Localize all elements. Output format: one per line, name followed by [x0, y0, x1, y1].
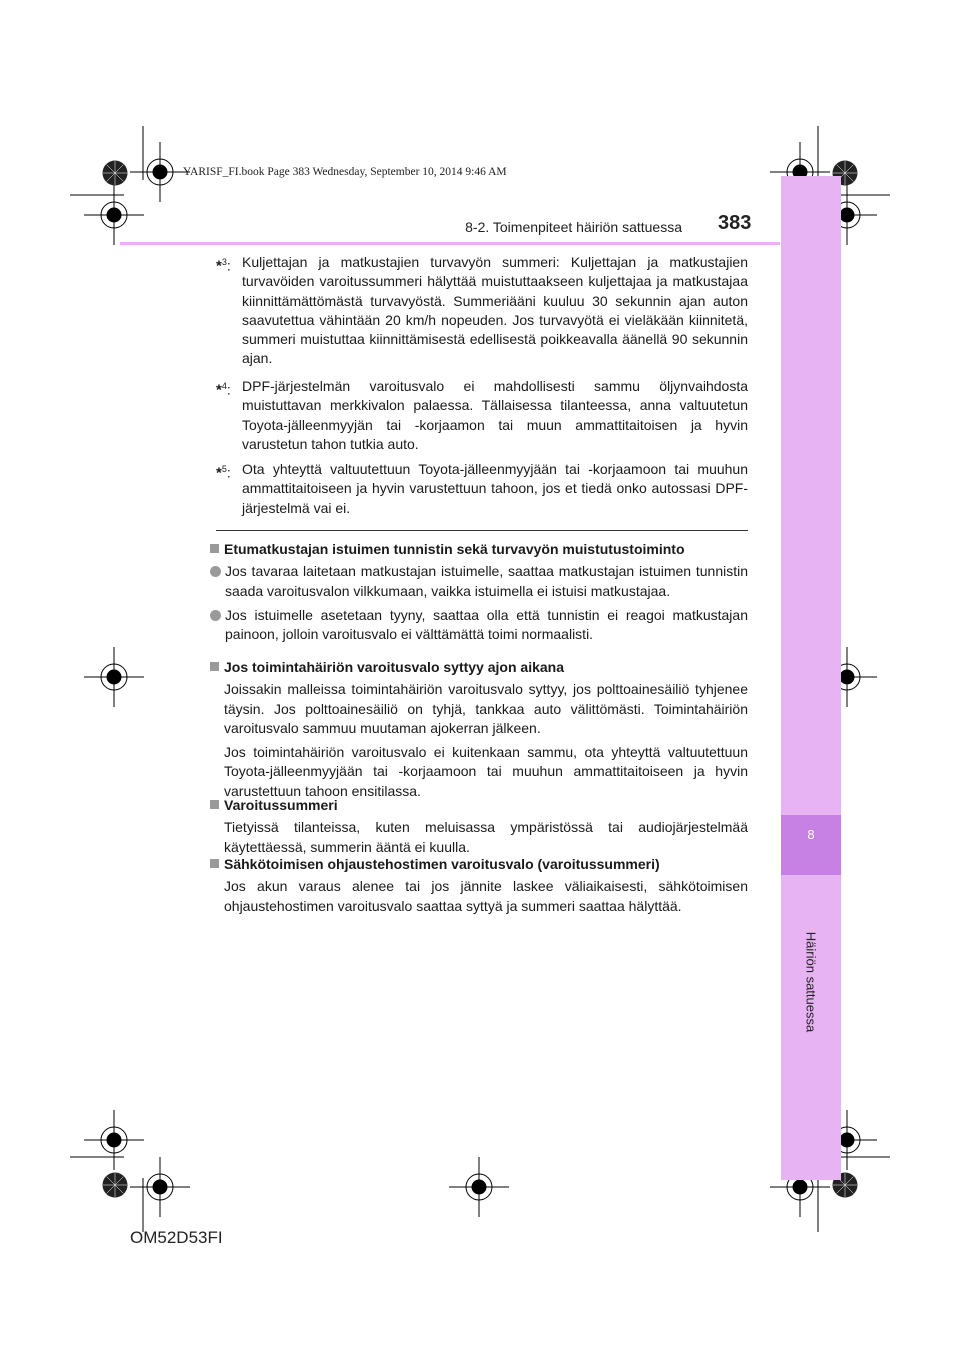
chapter-number: 8 — [807, 827, 815, 842]
page-number: 383 — [718, 212, 752, 234]
info-section — [210, 796, 748, 857]
section-divider — [216, 530, 748, 531]
section-paragraph: Jos toimintahäiriön varoitusvalo ei kuitenkaan sammu, ota yhteyttä valtuutettuun Toyota-jälleenmyyjään tai -korjaamoon tai muuhun ammattitaitoiseen ja hyvin varustettuun tahoon ensitilassa. — [224, 744, 748, 799]
corner-dial-bottom-left — [102, 1172, 128, 1198]
section-heading: Etumatkustajan istuimen tunnistin sekä turvavyön muistutustoiminto — [210, 540, 748, 559]
model-code: OM52D53FI — [130, 1228, 223, 1247]
info-section — [210, 540, 748, 644]
chapter-title: Häiriön sattuessa — [803, 931, 819, 1033]
section-paragraph: Tietyissä tilanteissa, kuten meluisassa ympäristössä tai audiojärjestelmää käytettäessä, summerin ääntä ei kuulla. — [224, 819, 748, 855]
footnote-marker: *$^4$: — [216, 381, 231, 399]
registration-mark-mid-left — [84, 647, 144, 707]
footnote-text: DPF-järjestelmän varoitusvalo ei mahdollisesti sammu öljynvaihdosta muistuttavan merkkivalon palaessa. Tällaisessa tilanteessa, anna valtuutetun Toyota-jälleenmyyjän tai -korjaamon tai muun ammattitaitoisen ja hyvin varustetun tahon tutkia auto. — [242, 378, 748, 452]
footnote — [216, 253, 748, 369]
section-heading: Varoitussummeri — [210, 796, 748, 815]
footnote-marker: *$^5$: — [216, 464, 231, 482]
footnote-text: Ota yhteyttä valtuutettuun Toyota-jälleenmyyjään tai -korjaamoon tai muuhun ammattitaitoiseen ja hyvin varustettuun tahoon, jos et tiedä onko autossasi DPF-järjestelmä vai ei. — [242, 461, 748, 516]
footnote-marker: *$^3$: — [216, 257, 231, 275]
corner-dial-top-left — [102, 160, 128, 186]
footnote-text: Kuljettajan ja matkustajien turvavyön summeri: Kuljettajan ja matkustajien turvavöiden varoitussummeri hälyttää muistuttaakseen kuljettajaa ja matkustajaa kiinnittämättömästä turvavyöstä. Summeriääni kuuluu 30 sekunnin ajan auton saavutettua vähintään 20 km/h nopeuden. Jos turvavyötä ei vieläkään kiinnitetä, summeri muistuttaa kiinnittämisestä edellisestä poikkeavalla äänellä 90 sekunnin ajan. — [242, 254, 748, 367]
bullet-item: Jos tavaraa laitetaan matkustajan istuimelle, saattaa matkustajan istuimen tunnistin saada varoitusvalon vilkkumaan, vaikka istuimella ei istuisi matkustajaa. — [210, 562, 748, 601]
section-paragraph: Joissakin malleissa toimintahäiriön varoitusvalo syttyy, jos polttoainesäiliö tyhjenee täysin. Jos polttoainesäiliö on tyhjä, tankkaa auto välittömästi. Toimintahäiriön varoitusvalo sammuu muutaman ajokerran jälkeen. — [224, 681, 748, 736]
round-bullet-icon — [210, 610, 221, 621]
info-section — [210, 855, 748, 916]
chapter-number-box — [781, 815, 841, 875]
book-info-line: YARISF_FI.book Page 383 Wednesday, September 10, 2014 9:46 AM — [183, 166, 507, 178]
square-bullet-icon — [210, 544, 219, 553]
section-heading: Jos toimintahäiriön varoitusvalo syttyy ajon aikana — [210, 658, 748, 677]
bullet-item: Jos istuimelle asetetaan tyyny, saattaa olla että tunnistin ei reagoi matkustajan painoon, jolloin varoitusvalo ei välttämättä toimi normaalisti. — [210, 606, 748, 645]
footnote — [216, 377, 748, 454]
square-bullet-icon — [210, 800, 219, 809]
footnote — [216, 460, 748, 518]
info-section — [210, 658, 748, 801]
square-bullet-icon — [210, 662, 219, 671]
registration-mark-upper-left — [84, 185, 144, 245]
square-bullet-icon — [210, 859, 219, 868]
section-title: 8-2. Toimenpiteet häiriön sattuessa — [465, 219, 682, 235]
header-rule — [120, 242, 780, 245]
registration-mark-bottom-center — [449, 1157, 509, 1217]
section-heading: Sähkötoimisen ohjaustehostimen varoitusvalo (varoitussummeri) — [210, 855, 748, 874]
round-bullet-icon — [210, 566, 221, 577]
registration-mark-bottom-left — [130, 1157, 190, 1217]
section-paragraph: Jos akun varaus alenee tai jos jännite laskee väliaikaisesti, sähkötoimisen ohjaustehostimen varoitusvalo saattaa syttyä ja summeri saattaa hälyttää. — [224, 878, 748, 914]
